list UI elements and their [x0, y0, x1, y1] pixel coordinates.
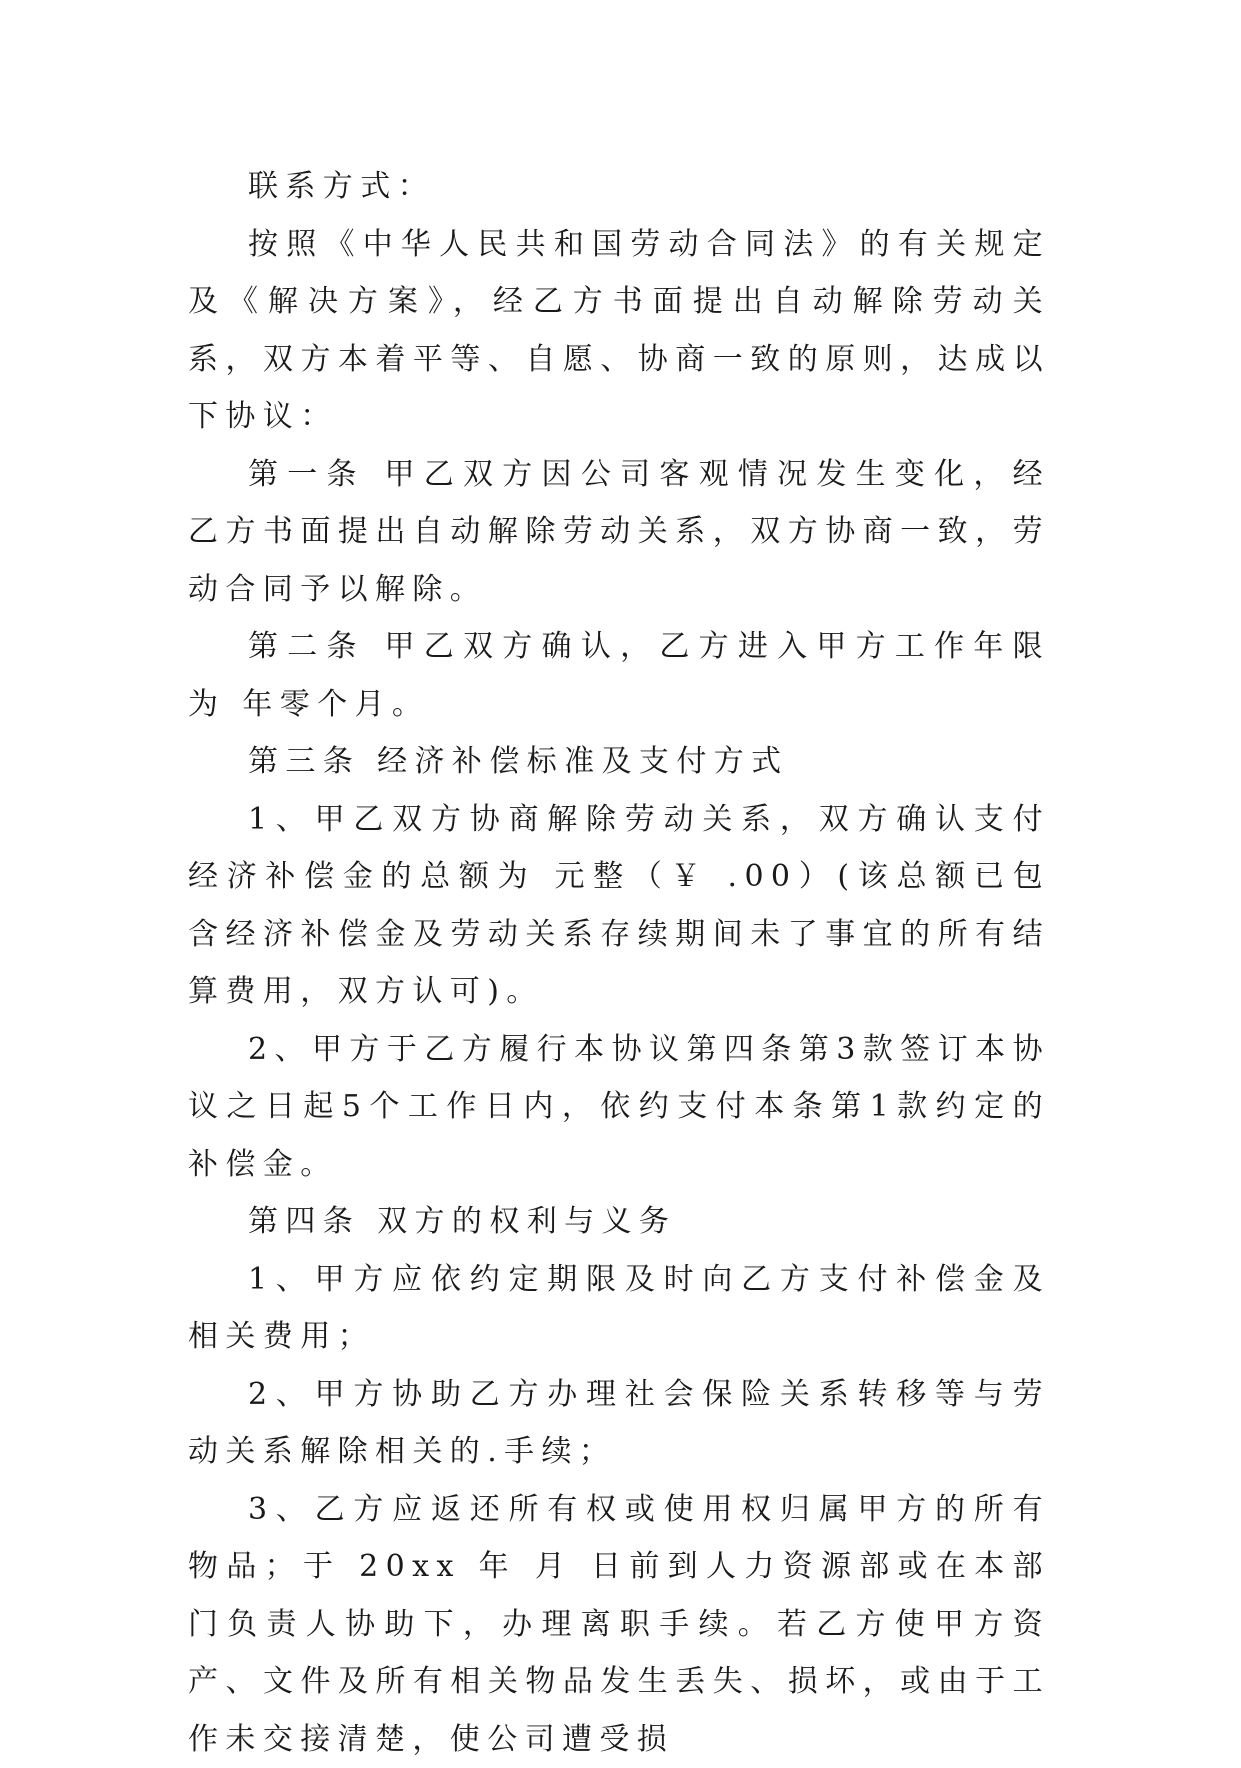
paragraph-article-1: 第一条 甲乙双方因公司客观情况发生变化，经乙方书面提出自动解除劳动关系，双方协商一致，劳动合同予以解除。: [188, 446, 1050, 619]
paragraph-article-2: 第二条 甲乙双方确认，乙方进入甲方工作年限为 年零个月。: [188, 618, 1050, 733]
paragraph-article-4-item-1: 1、甲方应依约定期限及时向乙方支付补偿金及相关费用；: [188, 1251, 1050, 1366]
paragraph-article-3-heading: 第三条 经济补偿标准及支付方式: [188, 733, 1050, 791]
paragraph-article-3-item-2: 2、甲方于乙方履行本协议第四条第3款签订本协议之日起5个工作日内，依约支付本条第1款约定的补偿金。: [188, 1021, 1050, 1194]
paragraph-article-4-heading: 第四条 双方的权利与义务: [188, 1193, 1050, 1251]
paragraph-preamble: 按照《中华人民共和国劳动合同法》的有关规定及《解决方案》，经乙方书面提出自动解除劳动关系，双方本着平等、自愿、协商一致的原则，达成以下协议：: [188, 216, 1050, 446]
document-body: [188, 158, 1050, 1768]
paragraph-contact: 联系方式：: [188, 158, 1050, 216]
paragraph-article-4-item-2: 2、甲方协助乙方办理社会保险关系转移等与劳动关系解除相关的.手续；: [188, 1366, 1050, 1481]
paragraph-article-3-item-1: 1、甲乙双方协商解除劳动关系，双方确认支付经济补偿金的总额为 元整（￥ .00）(该总额已包含经济补偿金及劳动关系存续期间未了事宜的所有结算费用，双方认可)。: [188, 791, 1050, 1021]
paragraph-article-4-item-3: 3、乙方应返还所有权或使用权归属甲方的所有物品；于 20xx 年 月 日前到人力资源部或在本部门负责人协助下，办理离职手续。若乙方使甲方资产、文件及所有相关物品发生丢失、损坏，或由于工作未交接清楚，使公司遭受损: [188, 1481, 1050, 1768]
